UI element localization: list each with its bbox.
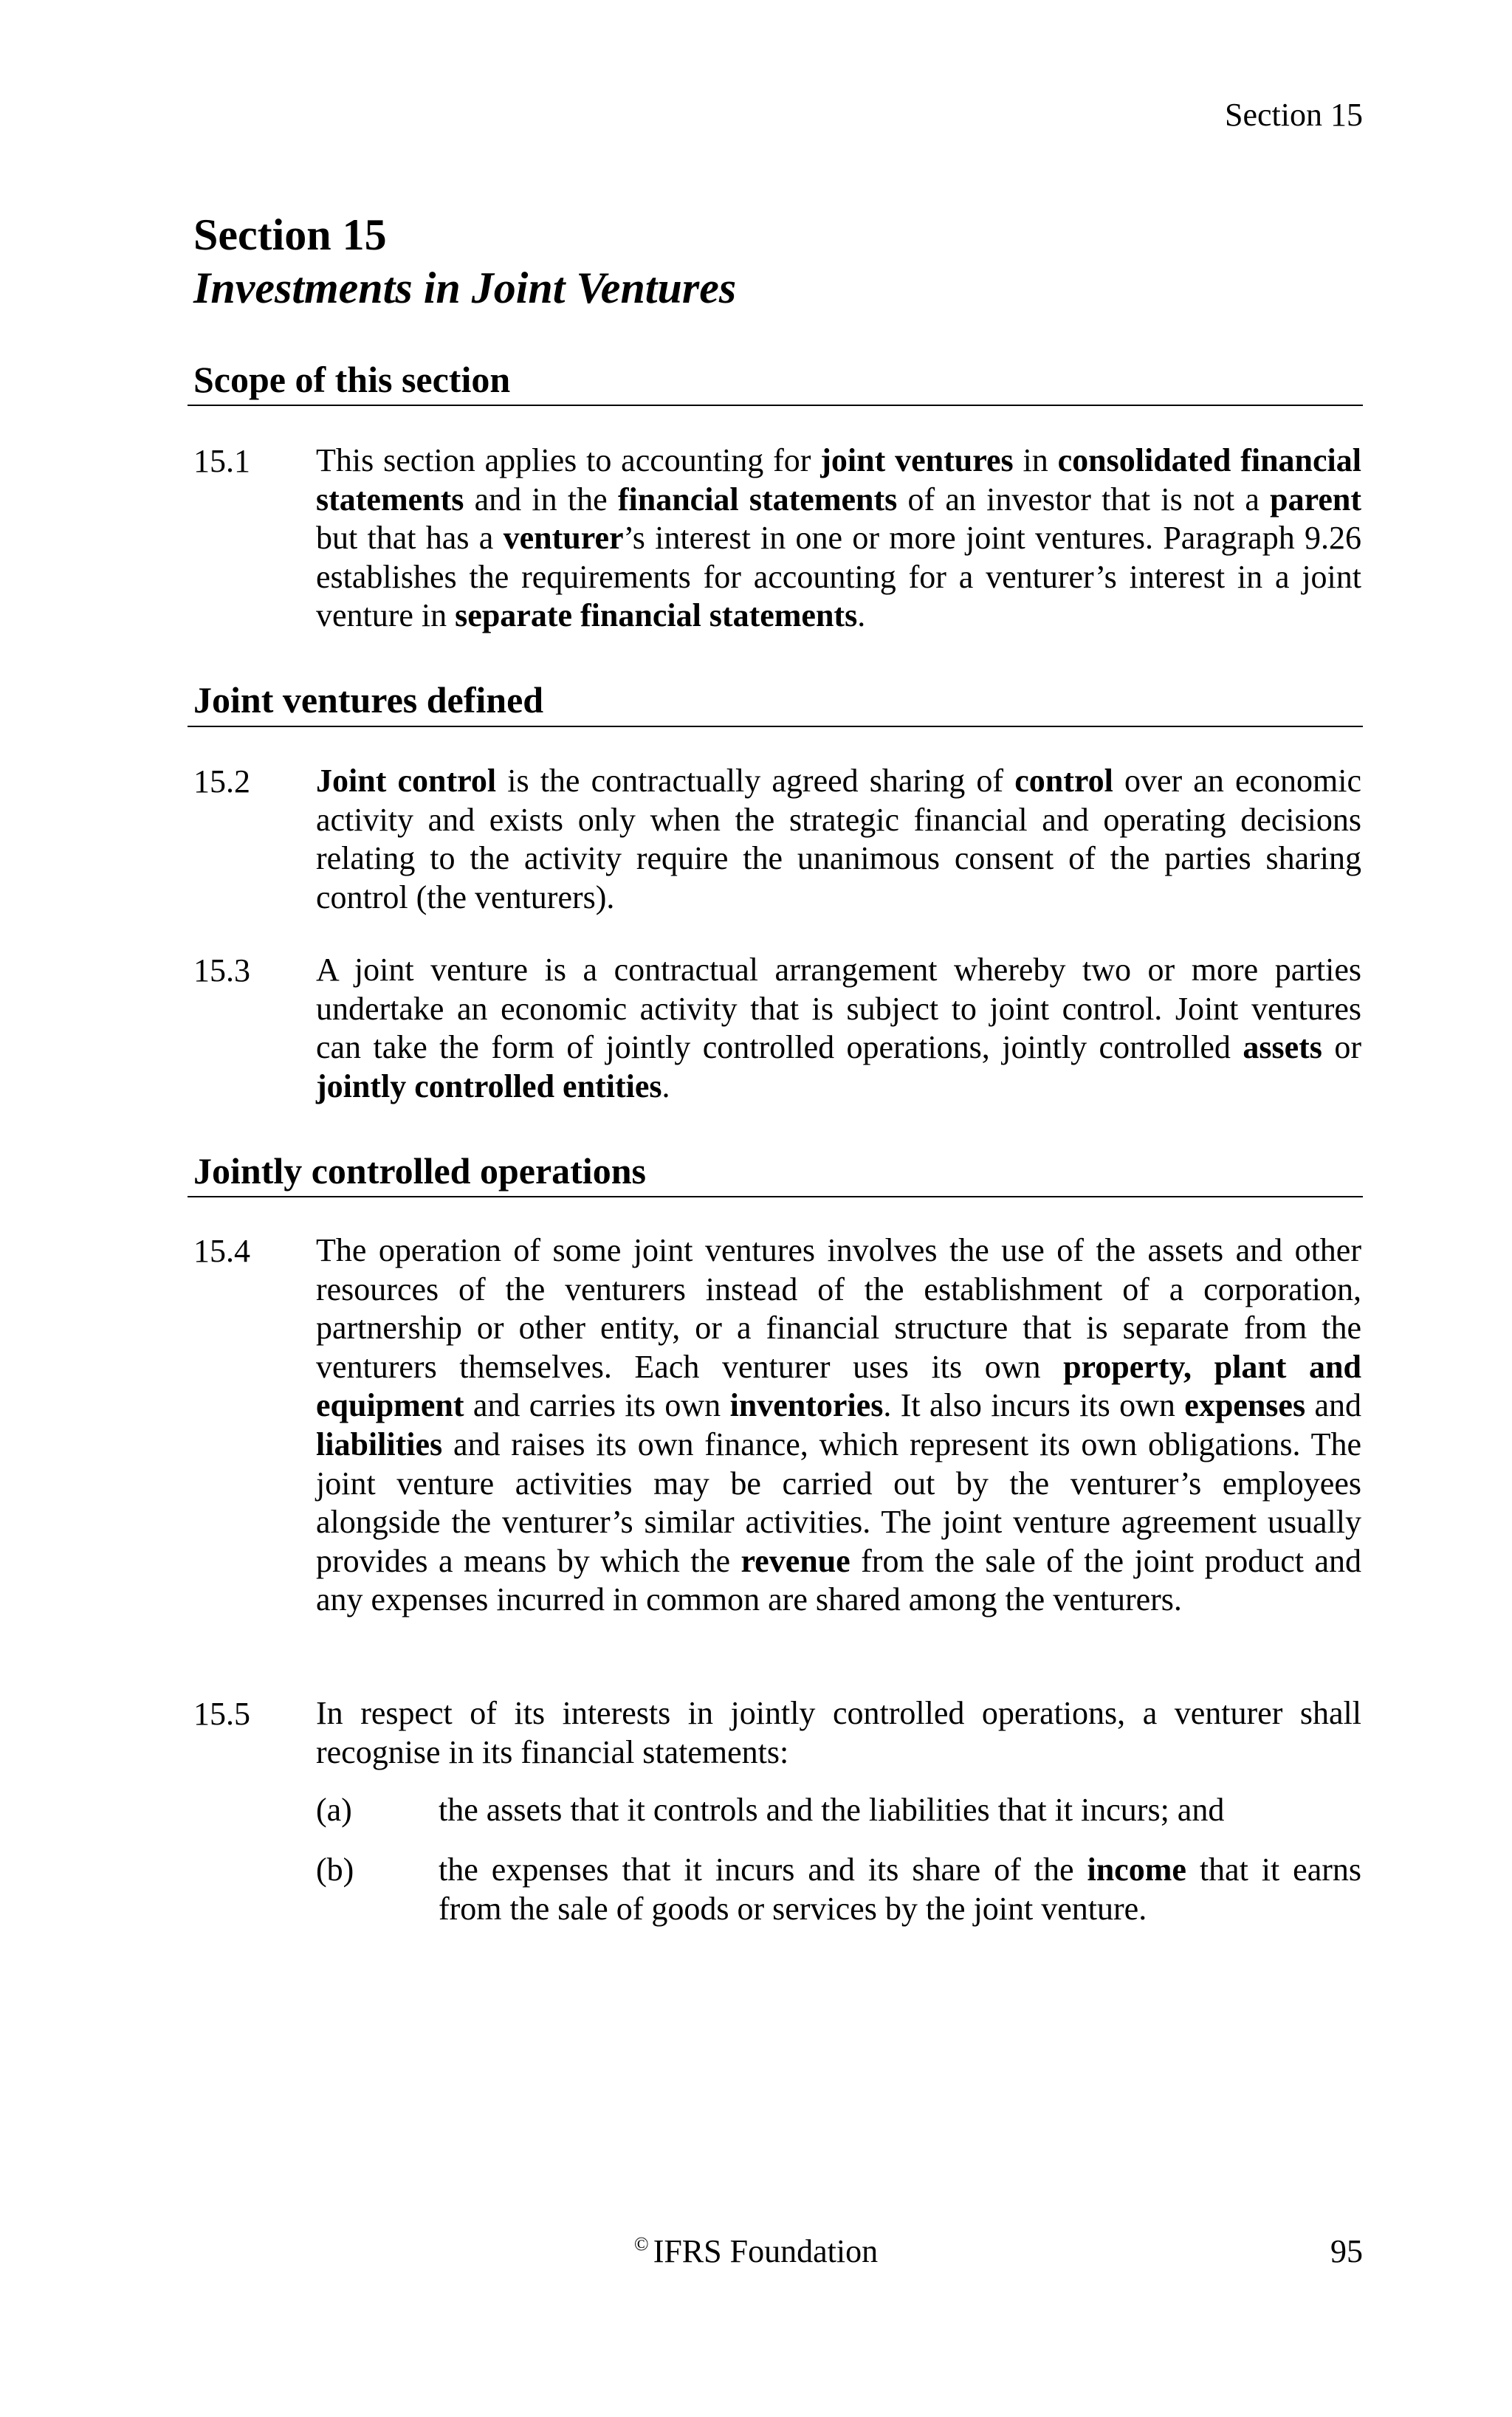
paragraph-15-5-intro: In respect of its interests in jointly controlled operations, a venturer shall recognise in its financial statements: bbox=[316, 1695, 1361, 1770]
paragraph-15-2: Joint control is the contractually agreed sharing of control over an economic activity and exists only when the strategic financial and operating decisions relating to the activity require the unanimous consent of the parties sharing control (the venturers). bbox=[316, 763, 1361, 915]
paragraph-15-1: This section applies to accounting for joint ventures in consolidated financial statements and in the financial statements of an investor that is not a parent but that has a venturer’s interest in one or more joint ventures. Paragraph 9.26 establishes the requirements for accounting for a venturer’s interest in a joint venture in separate financial statements. bbox=[316, 442, 1362, 634]
section-title: Investments in Joint Ventures bbox=[193, 264, 737, 312]
paragraph-number: 15.5 bbox=[193, 1696, 250, 1732]
paragraph-15-3: A joint venture is a contractual arrangement whereby two or more parties undertake an economic activity that is subject to joint control. Joint ventures can take the form of jointly controlled operations, jointly controlled assets or jointly controlled entities. bbox=[316, 952, 1361, 1104]
paragraph-number: 15.4 bbox=[193, 1233, 250, 1269]
heading-scope: Scope of this section bbox=[193, 359, 511, 400]
running-head: Section 15 bbox=[1225, 97, 1363, 133]
section-number: Section 15 bbox=[193, 210, 387, 259]
paragraph-number: 15.1 bbox=[193, 443, 250, 479]
copyright-symbol: © bbox=[633, 2233, 649, 2255]
publisher-name: IFRS Foundation bbox=[653, 2233, 879, 2269]
paragraph-number: 15.2 bbox=[193, 763, 250, 800]
list-item-text: the expenses that it incurs and its share of the income that it earns from the sale of goods or services by the joint venture. bbox=[439, 1852, 1362, 1927]
footer-copyright bbox=[0, 2232, 1512, 2270]
list-item-text: the assets that it controls and the liabilities that it incurs; and bbox=[439, 1792, 1225, 1828]
page-number: 95 bbox=[1330, 2233, 1363, 2269]
paragraph-number: 15.3 bbox=[193, 952, 250, 989]
heading-joint-ventures-defined: Joint ventures defined bbox=[193, 679, 544, 721]
heading-rule bbox=[188, 405, 1363, 406]
paragraph-15-4: The operation of some joint ventures involves the use of the assets and other resources of the venturers instead of the establishment of a corporation, partnership or other entity, or a financial structure that is separate from the venturers themselves. Each venturer uses its own property, plant and equipment and carries its own inventories. It also incurs its own expenses and liabilities and raises its own finance, which represent its own obligations. The joint venture activities may be carried out by the venturer’s employees alongside the venturer’s similar activities. The joint venture agreement usually provides a means by which the revenue from the sale of the joint product and any expenses incurred in common are shared among the venturers. bbox=[316, 1232, 1361, 1618]
heading-rule bbox=[188, 726, 1363, 727]
list-item-label: (a) bbox=[316, 1792, 352, 1828]
list-item-label: (b) bbox=[316, 1852, 354, 1888]
heading-rule bbox=[188, 1196, 1363, 1197]
heading-jointly-controlled-operations: Jointly controlled operations bbox=[193, 1150, 646, 1192]
